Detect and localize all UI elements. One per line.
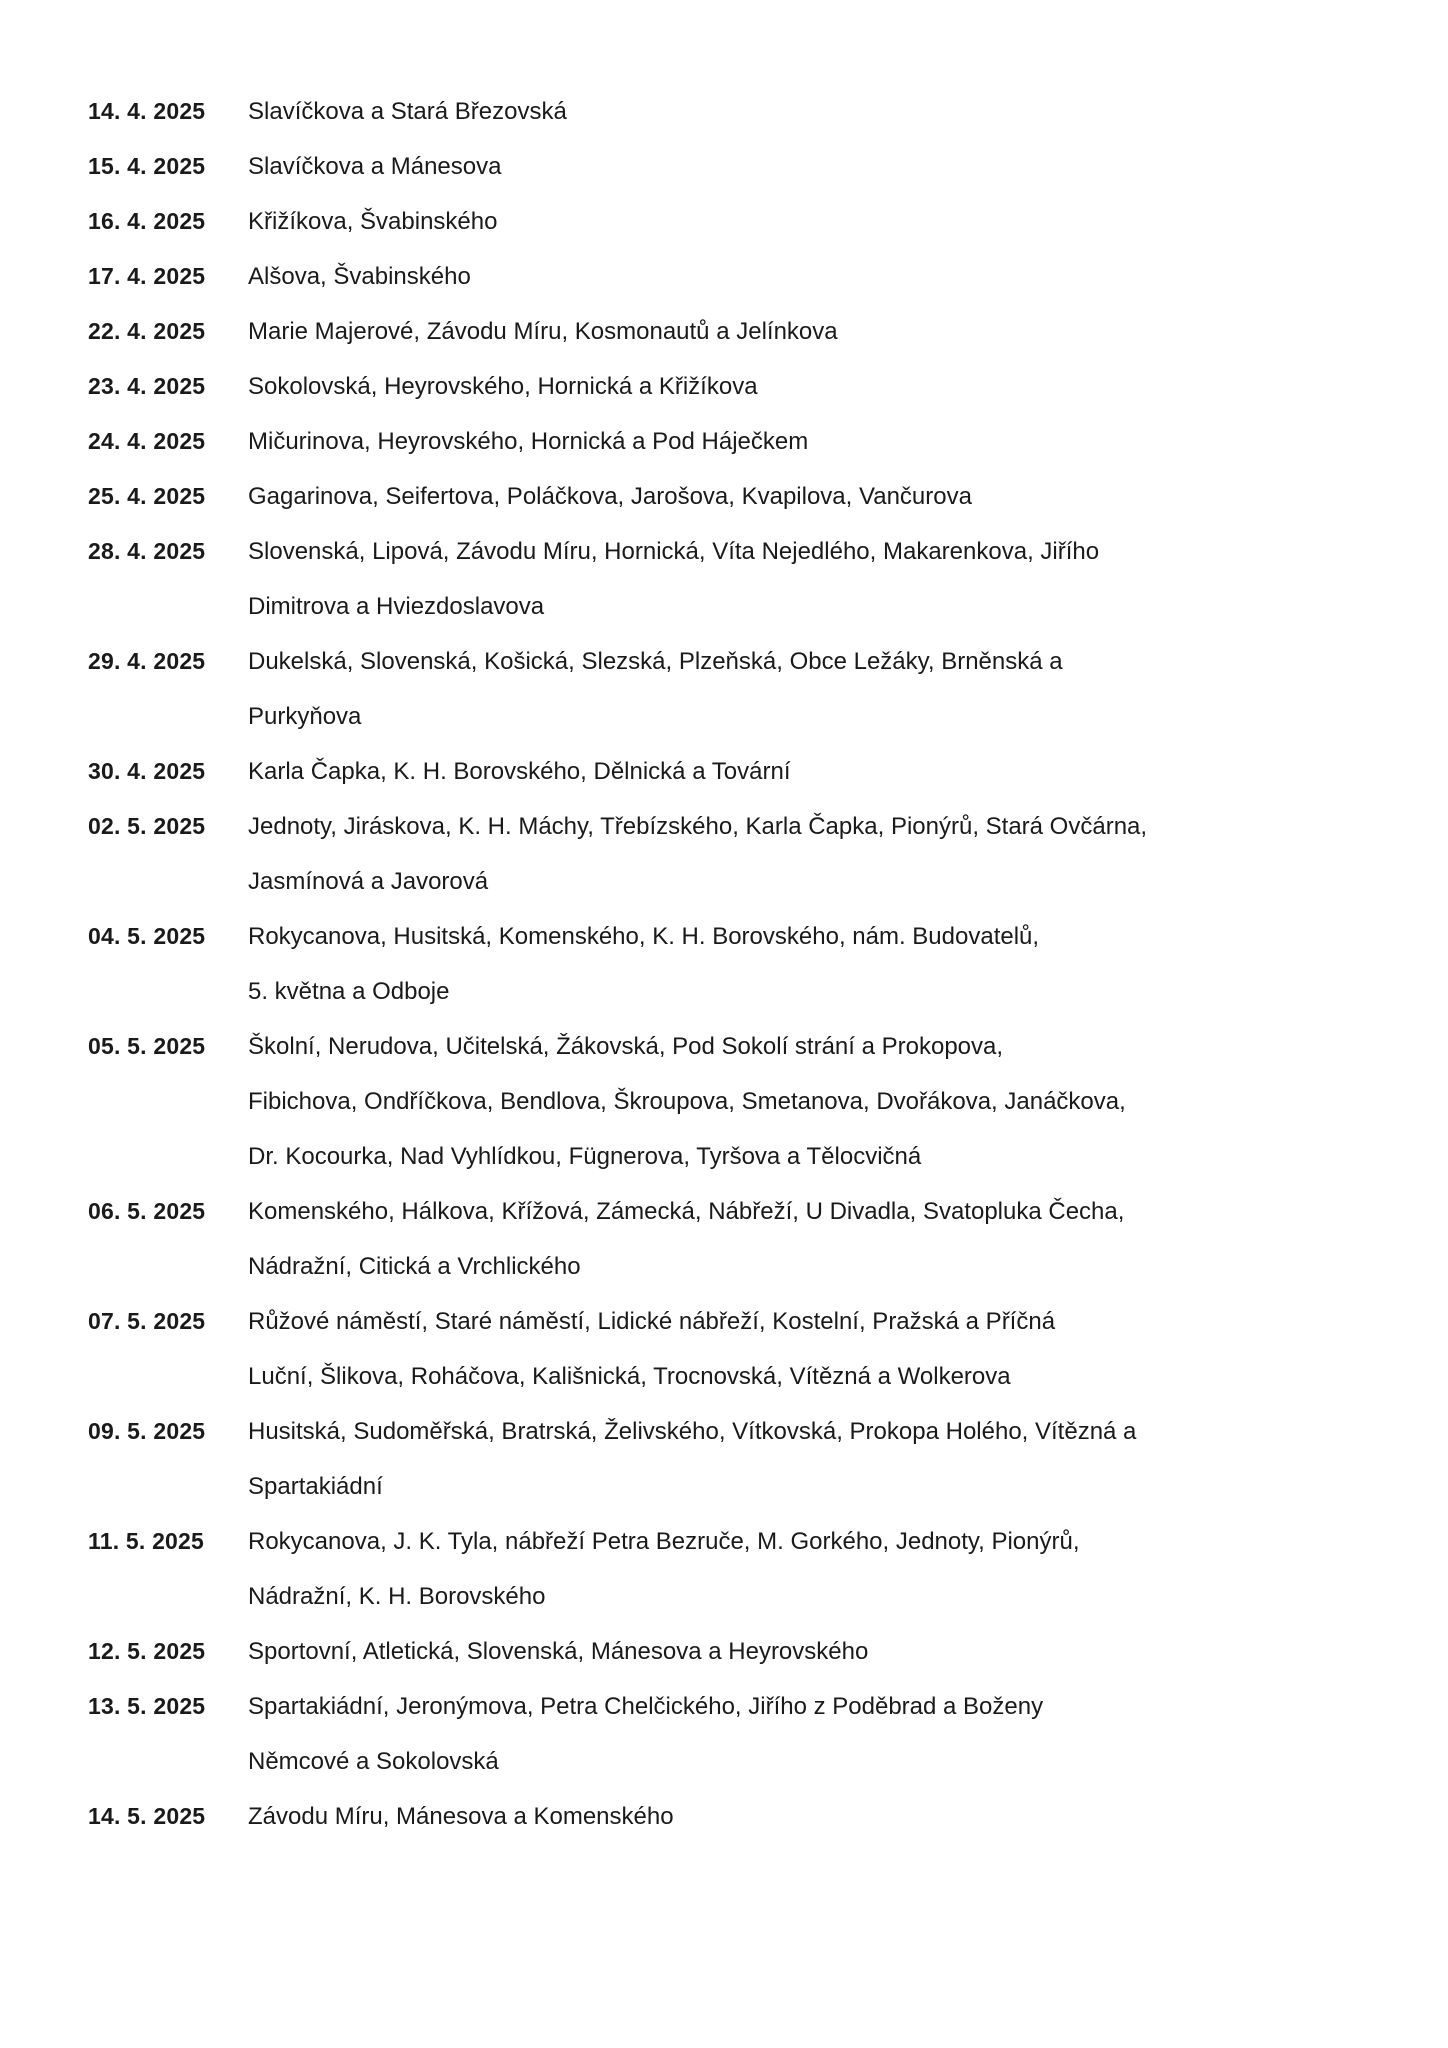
street-line: Gagarinova, Seifertova, Poláčkova, Jarošova, Kvapilova, Vančurova bbox=[248, 483, 972, 510]
street-line: Marie Majerové, Závodu Míru, Kosmonautů a Jelínkova bbox=[248, 318, 838, 345]
entry-date: 16. 4. 2025 bbox=[88, 208, 206, 234]
entry-date: 17. 4. 2025 bbox=[88, 263, 206, 289]
entry-date: 23. 4. 2025 bbox=[88, 373, 206, 399]
street-line: Spartakiádní bbox=[248, 1473, 383, 1500]
street-line: Rokycanova, J. K. Tyla, nábřeží Petra Bezruče, M. Gorkého, Jednoty, Pionýrů, bbox=[248, 1528, 1080, 1555]
entry-date: 06. 5. 2025 bbox=[88, 1198, 206, 1224]
entry-streets bbox=[160, 1184, 1198, 1294]
street-line: Závodu Míru, Mánesova a Komenského bbox=[248, 1803, 674, 1830]
schedule-entry bbox=[88, 634, 1228, 744]
schedule-entry bbox=[88, 194, 1228, 249]
street-line: Nádražní, Citická a Vrchlického bbox=[248, 1253, 581, 1280]
schedule-entry bbox=[88, 744, 1228, 799]
schedule-entry bbox=[88, 1624, 1228, 1679]
street-line: Dr. Kocourka, Nad Vyhlídkou, Fügnerova, Tyršova a Tělocvičná bbox=[248, 1143, 922, 1170]
entry-date: 14. 4. 2025 bbox=[88, 98, 206, 124]
schedule-entry bbox=[88, 1789, 1228, 1844]
street-line: Křižíkova, Švabinského bbox=[248, 208, 498, 235]
entry-streets bbox=[160, 799, 1198, 909]
entry-date: 02. 5. 2025 bbox=[88, 813, 206, 839]
entry-streets bbox=[160, 1789, 1198, 1844]
street-line: Jednoty, Jiráskova, K. H. Máchy, Třebízského, Karla Čapka, Pionýrů, Stará Ovčárna, bbox=[248, 813, 1148, 840]
schedule-entry bbox=[88, 249, 1228, 304]
street-line: Spartakiádní, Jeronýmova, Petra Chelčického, Jiřího z Poděbrad a Boženy bbox=[248, 1693, 1044, 1720]
street-line: Luční, Šlikova, Roháčova, Kališnická, Trocnovská, Vítězná a Wolkerova bbox=[248, 1363, 1011, 1390]
entry-date: 29. 4. 2025 bbox=[88, 648, 206, 674]
street-line: Jasmínová a Javorová bbox=[248, 868, 489, 895]
street-line: Komenského, Hálkova, Křížová, Zámecká, Nábřeží, U Divadla, Svatopluka Čecha, bbox=[248, 1198, 1125, 1225]
street-line: Slavíčkova a Mánesova bbox=[248, 153, 502, 180]
entry-streets bbox=[160, 1294, 1198, 1404]
street-line: Mičurinova, Heyrovského, Hornická a Pod Háječkem bbox=[248, 428, 809, 455]
street-line: Růžové náměstí, Staré náměstí, Lidické nábřeží, Kostelní, Pražská a Příčná bbox=[248, 1308, 1056, 1335]
entry-streets bbox=[160, 359, 1198, 414]
entry-streets bbox=[160, 249, 1198, 304]
entry-date: 15. 4. 2025 bbox=[88, 153, 206, 179]
street-line: 5. května a Odboje bbox=[248, 978, 450, 1005]
schedule-entry bbox=[88, 1019, 1228, 1184]
schedule-entry bbox=[88, 359, 1228, 414]
street-line: Sokolovská, Heyrovského, Hornická a Křižíkova bbox=[248, 373, 758, 400]
street-line: Němcové a Sokolovská bbox=[248, 1748, 499, 1775]
schedule-entry bbox=[88, 799, 1228, 909]
entry-date: 14. 5. 2025 bbox=[88, 1803, 206, 1829]
entry-date: 22. 4. 2025 bbox=[88, 318, 206, 344]
entry-date: 28. 4. 2025 bbox=[88, 538, 206, 564]
entry-date: 09. 5. 2025 bbox=[88, 1418, 206, 1444]
street-line: Alšova, Švabinského bbox=[248, 263, 471, 290]
street-line: Slavíčkova a Stará Březovská bbox=[248, 98, 567, 125]
entry-date: 04. 5. 2025 bbox=[88, 923, 206, 949]
entry-streets bbox=[160, 469, 1198, 524]
schedule-entry bbox=[88, 1294, 1228, 1404]
street-line: Slovenská, Lipová, Závodu Míru, Hornická, Víta Nejedlého, Makarenkova, Jiřího bbox=[248, 538, 1100, 565]
schedule-entry bbox=[88, 139, 1228, 194]
entry-date: 12. 5. 2025 bbox=[88, 1638, 206, 1664]
street-line: Dimitrova a Hviezdoslavova bbox=[248, 593, 545, 620]
entry-streets bbox=[160, 1679, 1198, 1789]
entry-streets bbox=[160, 1019, 1198, 1184]
street-line: Školní, Nerudova, Učitelská, Žákovská, Pod Sokolí strání a Prokopova, bbox=[248, 1033, 1004, 1060]
entry-streets bbox=[160, 634, 1198, 744]
entry-date: 24. 4. 2025 bbox=[88, 428, 206, 454]
entry-date: 30. 4. 2025 bbox=[88, 758, 206, 784]
street-line: Sportovní, Atletická, Slovenská, Mánesova a Heyrovského bbox=[248, 1638, 869, 1665]
entry-streets bbox=[160, 524, 1198, 634]
entry-streets bbox=[160, 304, 1198, 359]
entry-streets bbox=[160, 139, 1198, 194]
street-line: Nádražní, K. H. Borovského bbox=[248, 1583, 546, 1610]
entry-date: 11. 5. 2025 bbox=[88, 1528, 205, 1554]
street-line: Husitská, Sudoměřská, Bratrská, Želivského, Vítkovská, Prokopa Holého, Vítězná a bbox=[248, 1418, 1137, 1445]
schedule-entry bbox=[88, 524, 1228, 634]
entry-streets bbox=[160, 194, 1198, 249]
entry-streets bbox=[160, 744, 1198, 799]
street-line: Purkyňova bbox=[248, 703, 362, 730]
street-line: Dukelská, Slovenská, Košická, Slezská, Plzeňská, Obce Ležáky, Brněnská a bbox=[248, 648, 1063, 675]
schedule-entry bbox=[88, 909, 1228, 1019]
schedule-entry bbox=[88, 1514, 1228, 1624]
street-line: Karla Čapka, K. H. Borovského, Dělnická a Tovární bbox=[248, 758, 791, 785]
schedule-entry bbox=[88, 1679, 1228, 1789]
street-line: Fibichova, Ondříčkova, Bendlova, Škroupova, Smetanova, Dvořákova, Janáčkova, bbox=[248, 1088, 1126, 1115]
schedule-entry bbox=[88, 469, 1228, 524]
entry-date: 05. 5. 2025 bbox=[88, 1033, 206, 1059]
entry-streets bbox=[160, 414, 1198, 469]
entry-streets bbox=[160, 1624, 1198, 1679]
street-line: Rokycanova, Husitská, Komenského, K. H. Borovského, nám. Budovatelů, bbox=[248, 923, 1040, 950]
entry-date: 13. 5. 2025 bbox=[88, 1693, 206, 1719]
entry-date: 25. 4. 2025 bbox=[88, 483, 206, 509]
schedule-entry bbox=[88, 1184, 1228, 1294]
entry-streets bbox=[160, 1514, 1198, 1624]
cleaning-schedule-list bbox=[88, 84, 1228, 1844]
schedule-entry bbox=[88, 1404, 1228, 1514]
schedule-entry bbox=[88, 304, 1228, 359]
entry-date: 07. 5. 2025 bbox=[88, 1308, 206, 1334]
entry-streets bbox=[160, 1404, 1198, 1514]
schedule-entry bbox=[88, 84, 1228, 139]
schedule-entry bbox=[88, 414, 1228, 469]
entry-streets bbox=[160, 909, 1198, 1019]
entry-streets bbox=[160, 84, 1198, 139]
